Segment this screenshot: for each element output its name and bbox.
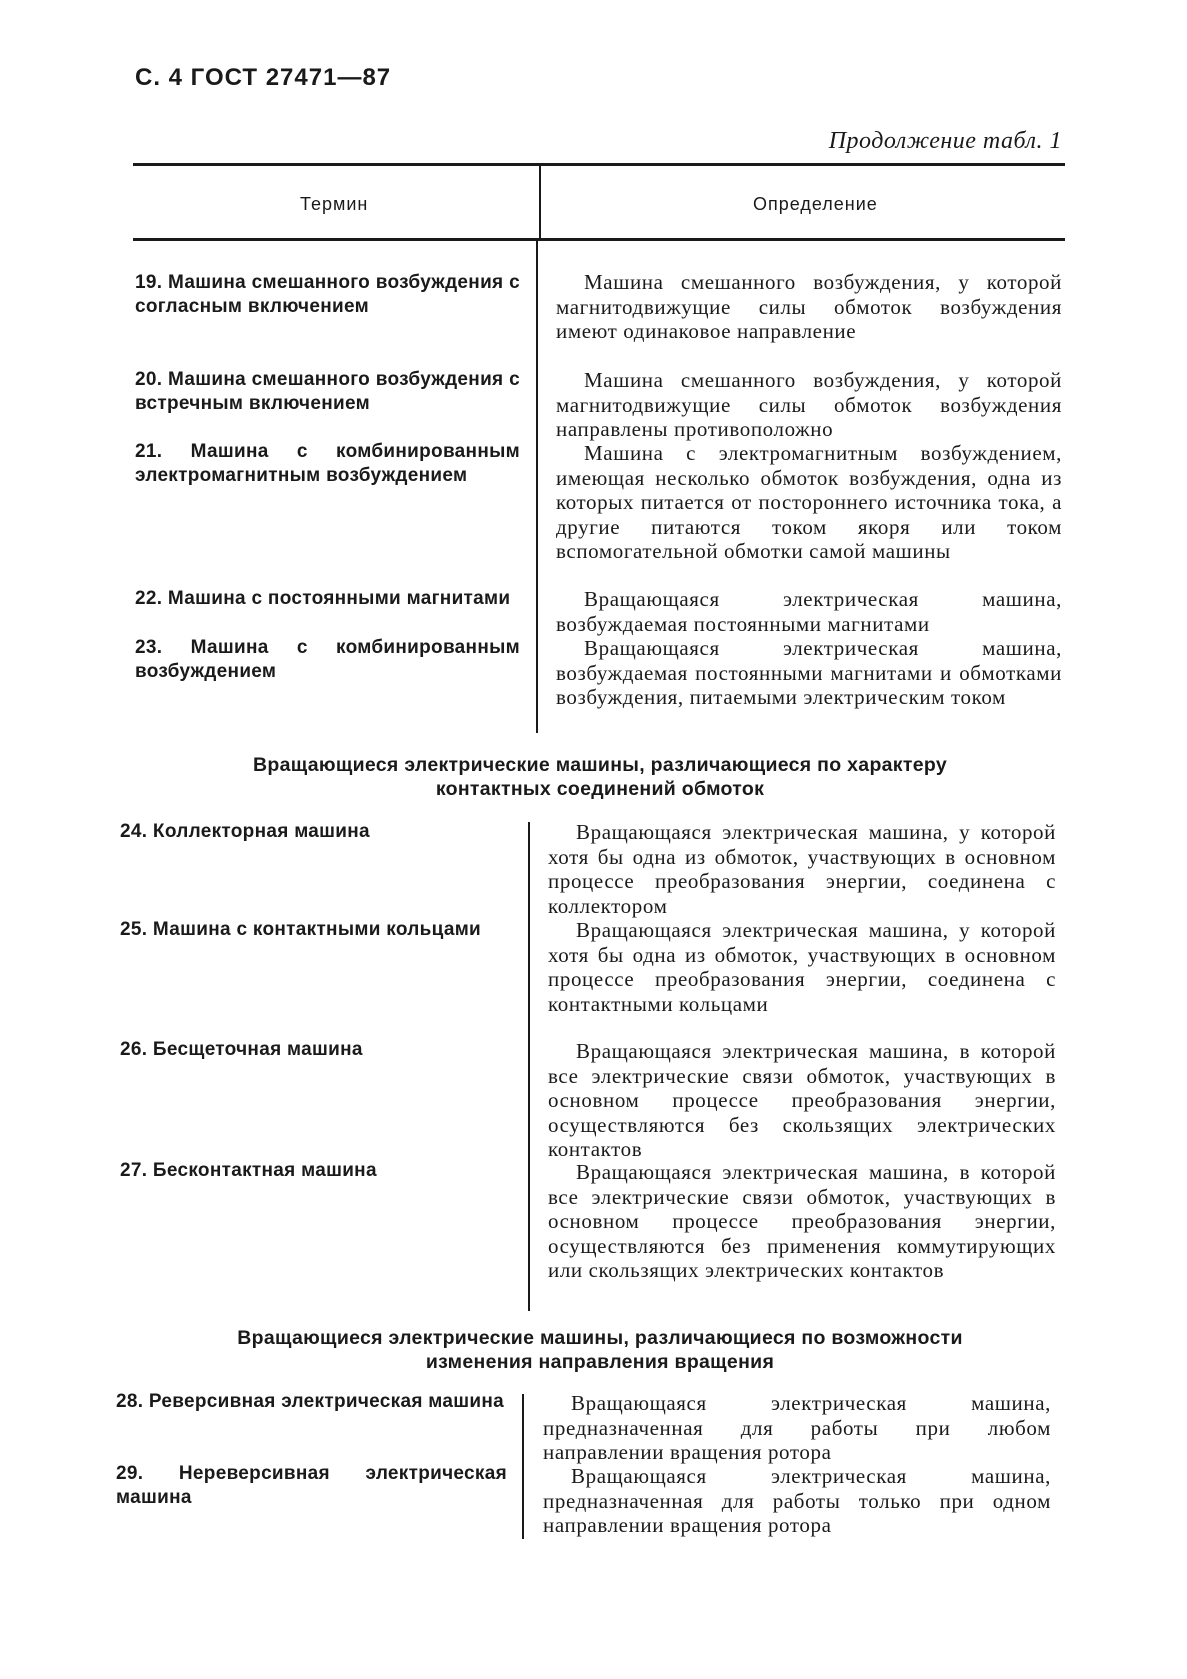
term-number: 23.	[135, 637, 163, 658]
term-number: 26.	[120, 1039, 148, 1060]
term-entry-19	[135, 271, 520, 319]
term-entry-22	[135, 587, 520, 611]
term-number: 20.	[135, 369, 163, 390]
definition-entry-22: Вращающаяся электрическая машина, возбуждаемая постоянными магнитами	[556, 587, 1062, 636]
column-divider-group-1	[536, 241, 538, 733]
definition-entry-19: Машина смешанного возбуждения, у которой магнитодвижущие силы обмоток возбуждения имеют одинаковое направление	[556, 270, 1062, 343]
definition-entry-29: Вращающаяся электрическая машина, предназначенная для работы только при одном направлении вращения ротора	[543, 1464, 1051, 1537]
section-title-line: Вращающиеся электрические машины, различающиеся по возможности	[237, 1327, 963, 1349]
term-name: Реверсивная электрическая машина	[148, 1391, 505, 1412]
section-title-contact-connections	[170, 753, 1030, 801]
term-name: Машина смешанного возбуждения с встречным включением	[135, 369, 520, 414]
term-name: Машина с комбинированным электромагнитным возбуждением	[135, 441, 520, 486]
definition-entry-23: Вращающаяся электрическая машина, возбуждаемая постоянными магнитами и обмотками возбуждения, питаемыми электрическим током	[556, 636, 1062, 709]
term-number: 28.	[116, 1391, 144, 1412]
term-name: Бесконтактная машина	[152, 1160, 377, 1181]
term-name: Машина с контактными кольцами	[152, 919, 482, 940]
term-name: Машина с комбинированным возбуждением	[135, 637, 520, 682]
section-title-line: контактных соединений обмоток	[435, 778, 765, 800]
definition-entry-28: Вращающаяся электрическая машина, предназначенная для работы при любом направлении вращения ротора	[543, 1391, 1051, 1464]
column-divider-group-3	[522, 1394, 524, 1539]
term-number: 29.	[116, 1463, 144, 1484]
section-title-line: изменения направления вращения	[425, 1351, 775, 1373]
column-header-definition: Определение	[753, 194, 878, 214]
term-entry-29	[116, 1462, 507, 1510]
section-title-rotation-direction	[170, 1326, 1030, 1374]
table-top-rule	[133, 163, 1065, 166]
term-name: Коллекторная машина	[152, 821, 370, 842]
term-name: Машина смешанного возбуждения с согласным включением	[135, 272, 520, 317]
term-number: 21.	[135, 441, 163, 462]
column-header-term: Термин	[300, 194, 369, 214]
term-entry-24	[120, 820, 512, 844]
section-title-line: Вращающиеся электрические машины, различающиеся по характеру	[253, 754, 947, 776]
definition-entry-26: Вращающаяся электрическая машина, в которой все электрические связи обмоток, участвующих в основном процессе преобразования энергии, осуществляются без скользящих электрических контактов	[548, 1039, 1056, 1161]
term-entry-20	[135, 368, 520, 416]
term-number: 25.	[120, 919, 148, 940]
page-header: С. 4 ГОСТ 27471—87	[135, 64, 392, 91]
definition-entry-24: Вращающаяся электрическая машина, у которой хотя бы одна из обмоток, участвующих в основном процессе преобразования энергии, соединена с коллектором	[548, 820, 1056, 918]
table-header-rule	[133, 238, 1065, 241]
column-divider-group-2	[528, 822, 530, 1311]
term-number: 19.	[135, 272, 163, 293]
definition-entry-25: Вращающаяся электрическая машина, у которой хотя бы одна из обмоток, участвующих в основном процессе преобразования энергии, соединена с контактными кольцами	[548, 918, 1056, 1016]
term-name: Нереверсивная электрическая машина	[116, 1463, 507, 1508]
term-name: Бесщеточная машина	[152, 1039, 363, 1060]
term-entry-26	[120, 1038, 512, 1062]
table-continuation-label: Продолжение табл. 1	[828, 128, 1062, 154]
definition-entry-27: Вращающаяся электрическая машина, в которой все электрические связи обмоток, участвующих в основном процессе преобразования энергии, осуществляются без применения коммутирующих или скользящих электрических контактов	[548, 1160, 1056, 1282]
term-entry-27	[120, 1159, 512, 1183]
term-name: Машина с постоянными магнитами	[167, 588, 511, 609]
definition-entry-20: Машина смешанного возбуждения, у которой магнитодвижущие силы обмоток возбуждения направлены противоположно	[556, 368, 1062, 441]
term-entry-23	[135, 636, 520, 684]
definition-entry-21: Машина с электромагнитным возбуждением, имеющая несколько обмоток возбуждения, одна из которых питается от постороннего источника тока, а другие питаются током якоря или током вспомогательной обмотки самой машины	[556, 441, 1062, 563]
term-number: 27.	[120, 1160, 148, 1181]
header-column-divider	[539, 166, 541, 238]
term-entry-25	[120, 918, 512, 942]
term-entry-28	[116, 1390, 507, 1414]
term-number: 24.	[120, 821, 148, 842]
term-entry-21	[135, 440, 520, 488]
term-number: 22.	[135, 588, 163, 609]
